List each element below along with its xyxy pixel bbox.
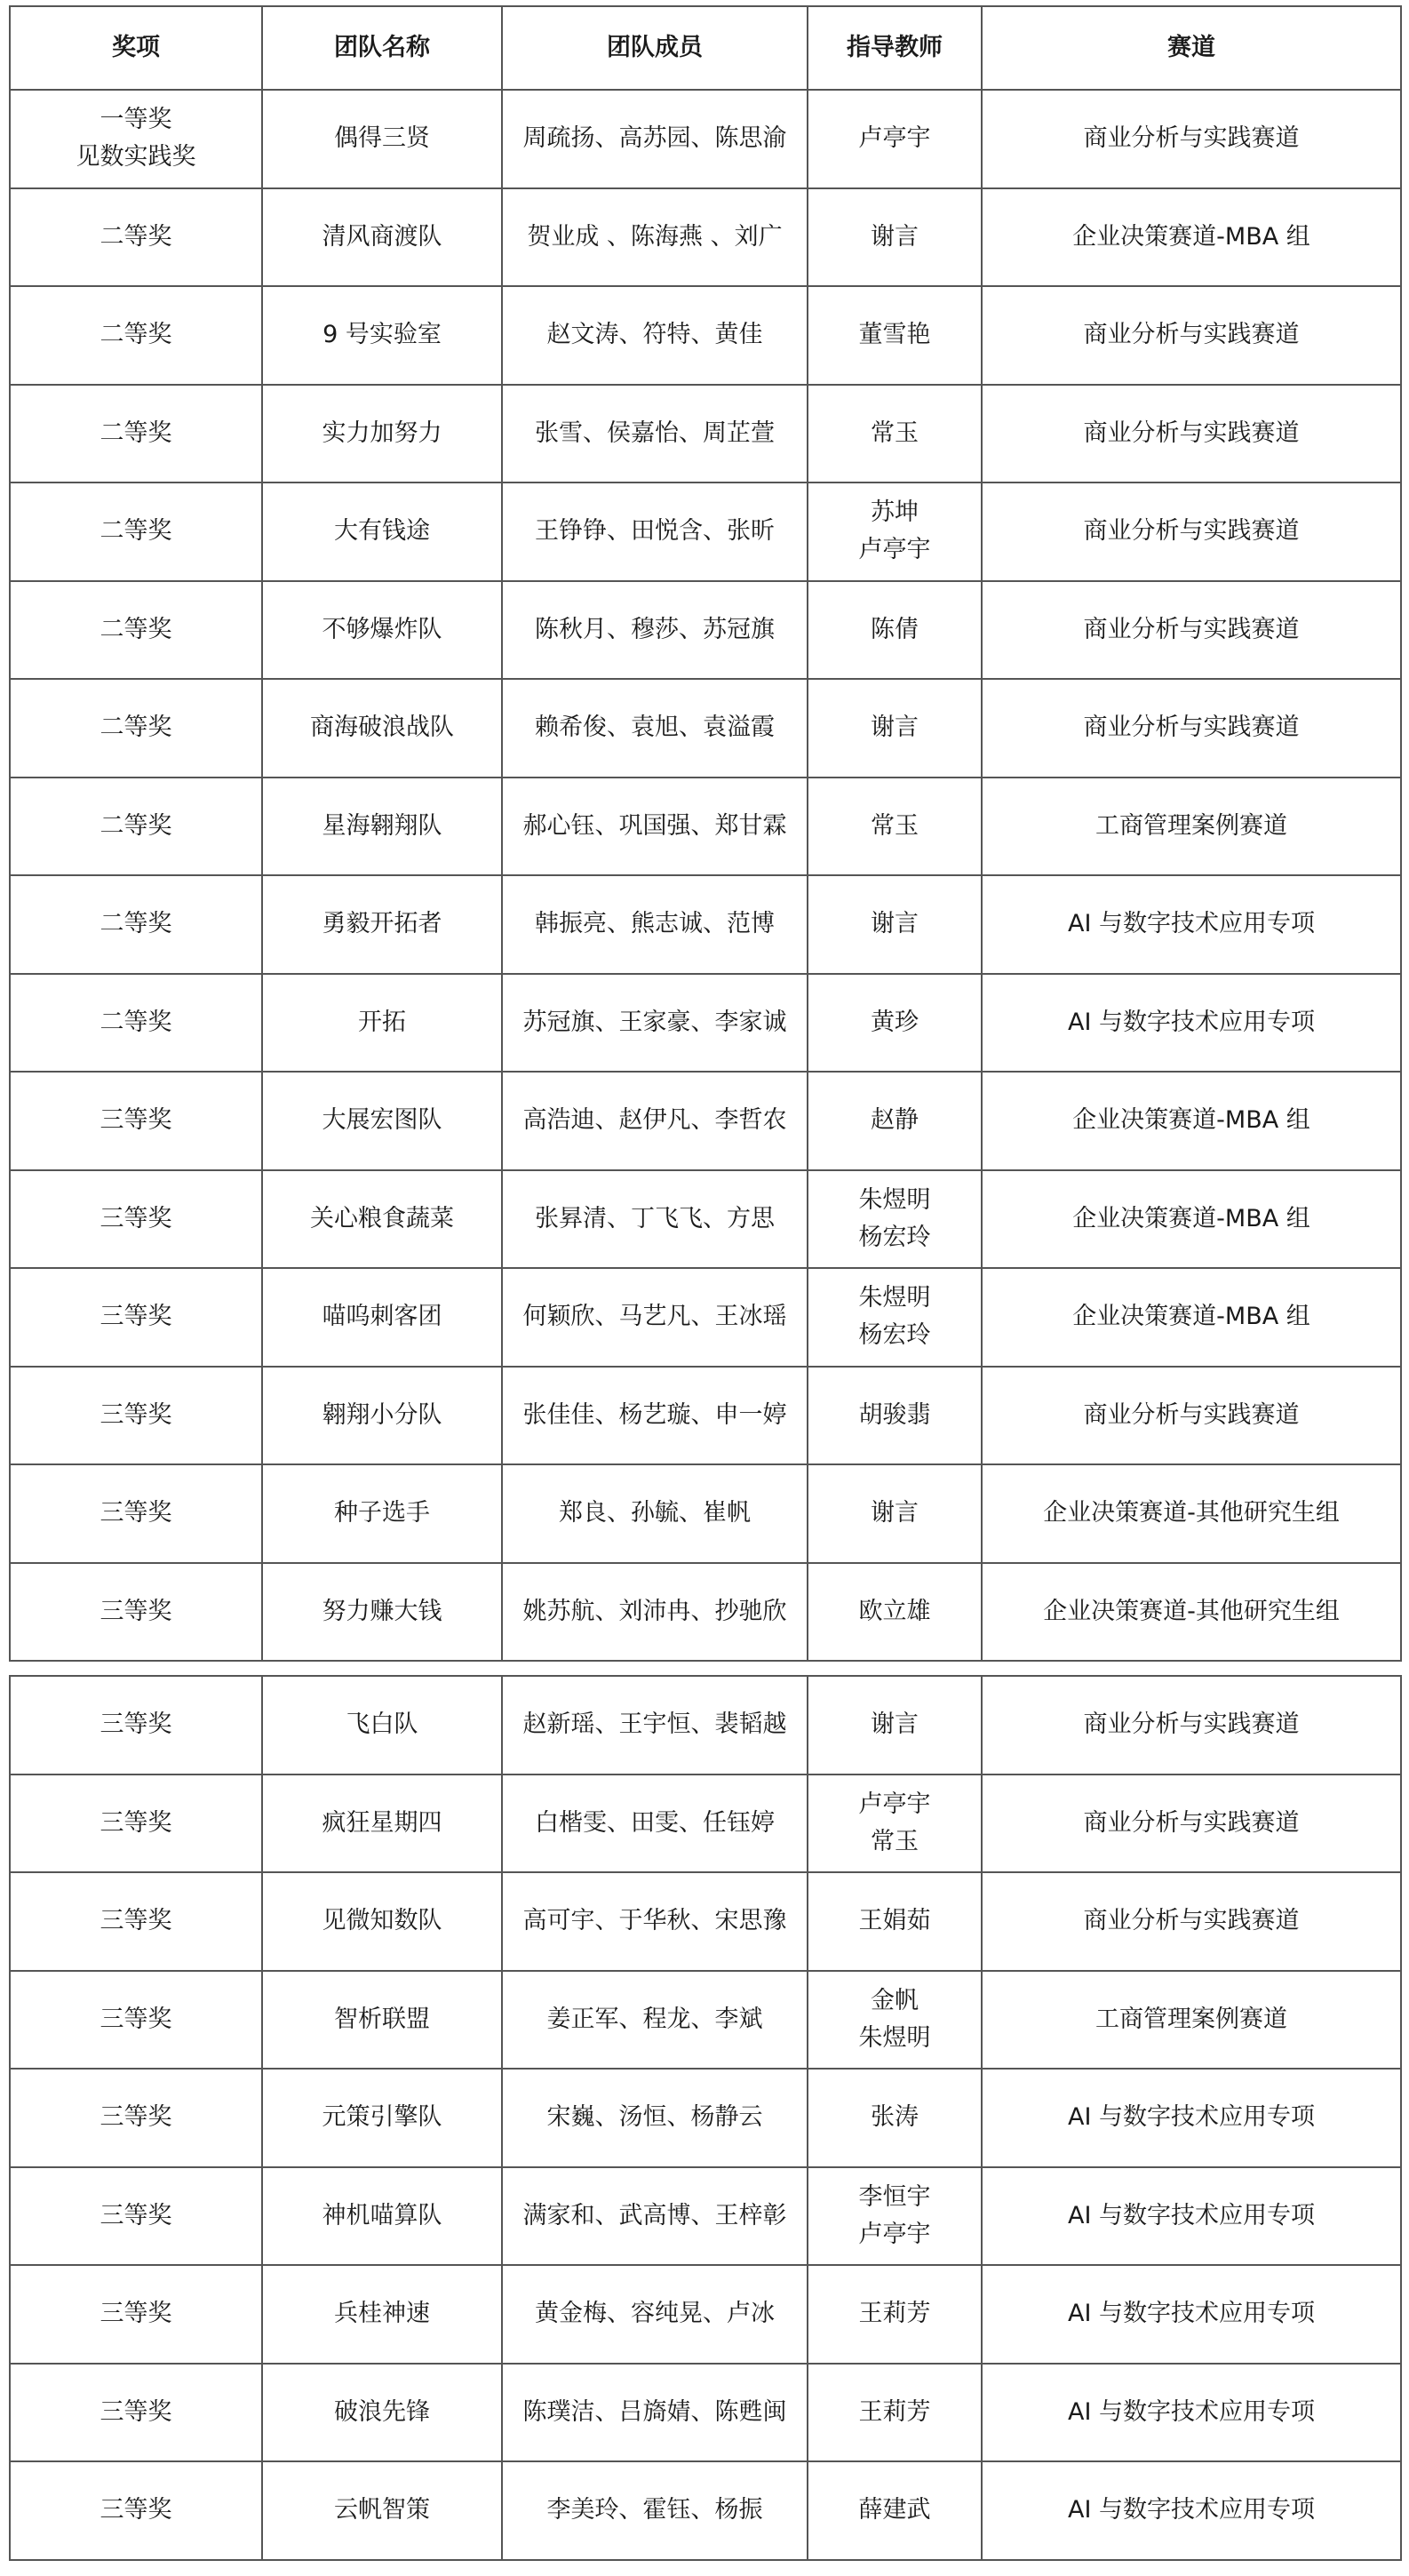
table-row (10, 1563, 1401, 1662)
track-cell: 商业分析与实践赛道 (982, 1676, 1401, 1774)
award-cell (10, 90, 262, 188)
table-row (10, 483, 1401, 581)
team-members-cell: 黄金梅、容纯晃、卢冰 (502, 2265, 808, 2364)
table-row (10, 1170, 1401, 1269)
advisor-line: 常玉 (871, 419, 919, 447)
header-team-members: 团队成员 (502, 6, 808, 90)
advisor-cell (808, 679, 982, 778)
advisor-cell (808, 2069, 982, 2167)
table-row (10, 875, 1401, 974)
table-row (10, 1072, 1401, 1170)
advisor-cell (808, 188, 982, 287)
table-row (10, 188, 1401, 287)
advisor-line: 陈倩 (871, 615, 919, 643)
advisor-line: 谢言 (871, 222, 919, 251)
award-cell (10, 1676, 262, 1774)
award-cell (10, 2364, 262, 2462)
team-members-cell: 赵文涛、符特、黄佳 (502, 286, 808, 385)
award-cell (10, 1563, 262, 1662)
advisor-line: 谢言 (871, 714, 919, 742)
team-name-cell: 元策引擎队 (262, 2069, 502, 2167)
table-row (10, 581, 1401, 680)
team-members-cell: 宋巍、汤恒、杨静云 (502, 2069, 808, 2167)
team-name-cell: 见微知数队 (262, 1872, 502, 1971)
table-row (10, 90, 1401, 188)
team-name-cell: 星海翱翔队 (262, 778, 502, 876)
team-members-cell: 张昪清、丁飞飞、方思 (502, 1170, 808, 1269)
award-line: 三等奖 (100, 2496, 172, 2524)
team-name-cell: 兵桂神速 (262, 2265, 502, 2364)
award-line: 二等奖 (100, 517, 172, 546)
team-members-cell: 高浩迪、赵伊凡、李哲农 (502, 1072, 808, 1170)
award-line: 二等奖 (100, 222, 172, 251)
award-line: 三等奖 (100, 1597, 172, 1625)
team-name-cell: 智析联盟 (262, 1971, 502, 2070)
team-members-cell: 姜正军、程龙、李斌 (502, 1971, 808, 2070)
team-members-cell: 周疏扬、高苏园、陈思渝 (502, 90, 808, 188)
track-cell: AI 与数字技术应用专项 (982, 974, 1401, 1073)
table-row (10, 974, 1401, 1073)
advisor-cell (808, 90, 982, 188)
advisor-line: 朱煜明 (858, 1284, 931, 1312)
track-cell: 商业分析与实践赛道 (982, 90, 1401, 188)
advisor-cell (808, 1367, 982, 1465)
team-name-cell: 大展宏图队 (262, 1072, 502, 1170)
award-line: 三等奖 (100, 2201, 172, 2229)
track-cell: 企业决策赛道-MBA 组 (982, 1268, 1401, 1367)
award-line: 三等奖 (100, 1400, 172, 1429)
team-members-cell: 王铮铮、田悦含、张昕 (502, 483, 808, 581)
track-cell: AI 与数字技术应用专项 (982, 2167, 1401, 2266)
track-cell: 商业分析与实践赛道 (982, 1774, 1401, 1873)
track-cell: AI 与数字技术应用专项 (982, 2069, 1401, 2167)
award-cell (10, 2069, 262, 2167)
team-members-cell: 苏冠旗、王家豪、李家诚 (502, 974, 808, 1073)
team-members-cell: 何颖欣、马艺凡、王冰瑶 (502, 1268, 808, 1367)
advisor-line: 欧立雄 (858, 1597, 931, 1625)
award-cell (10, 875, 262, 974)
award-line: 见数实践奖 (76, 143, 196, 171)
table-row (10, 2265, 1401, 2364)
advisor-line: 王莉芳 (858, 2397, 931, 2426)
advisor-cell (808, 974, 982, 1073)
team-name-cell: 神机喵算队 (262, 2167, 502, 2266)
advisor-cell (808, 778, 982, 876)
award-cell (10, 2265, 262, 2364)
advisor-line: 张涛 (871, 2103, 919, 2132)
team-name-cell: 努力赚大钱 (262, 1563, 502, 1662)
award-line: 二等奖 (100, 1008, 172, 1036)
team-name-cell: 喵呜刺客团 (262, 1268, 502, 1367)
table-row (10, 679, 1401, 778)
advisor-line: 卢亭宇 (858, 536, 931, 564)
award-line: 三等奖 (100, 1106, 172, 1135)
advisor-cell (808, 2461, 982, 2560)
table-row (10, 385, 1401, 483)
advisor-line: 卢亭宇 (858, 2220, 931, 2248)
advisor-cell (808, 2167, 982, 2266)
team-name-cell: 9 号实验室 (262, 286, 502, 385)
team-name-cell: 大有钱途 (262, 483, 502, 581)
team-name-cell: 商海破浪战队 (262, 679, 502, 778)
award-line: 二等奖 (100, 910, 172, 938)
advisor-cell (808, 1971, 982, 2070)
award-line: 三等奖 (100, 1907, 172, 1935)
award-line: 三等奖 (100, 1303, 172, 1331)
award-table-part-2 (9, 1675, 1402, 2561)
team-members-cell: 满家和、武高博、王梓彰 (502, 2167, 808, 2266)
advisor-line: 常玉 (871, 1827, 919, 1855)
award-cell (10, 2461, 262, 2560)
award-line: 三等奖 (100, 2397, 172, 2426)
table-row (10, 2461, 1401, 2560)
team-name-cell: 关心粮食蔬菜 (262, 1170, 502, 1269)
award-line: 二等奖 (100, 714, 172, 742)
team-members-cell: 韩振亮、熊志诚、范博 (502, 875, 808, 974)
team-name-cell: 偶得三贤 (262, 90, 502, 188)
header-track: 赛道 (982, 6, 1401, 90)
award-table-body-1 (10, 90, 1401, 1661)
award-cell (10, 1872, 262, 1971)
award-cell (10, 1367, 262, 1465)
table-row (10, 1268, 1401, 1367)
track-cell: 企业决策赛道-其他研究生组 (982, 1464, 1401, 1563)
advisor-cell (808, 1676, 982, 1774)
award-table-part-1 (9, 5, 1402, 1662)
table-row (10, 2364, 1401, 2462)
award-line: 三等奖 (100, 1204, 172, 1232)
advisor-line: 杨宏玲 (858, 1321, 931, 1350)
award-line: 三等奖 (100, 2005, 172, 2033)
advisor-line: 王莉芳 (858, 2300, 931, 2328)
advisor-cell (808, 1464, 982, 1563)
table-row (10, 1774, 1401, 1873)
header-advisor: 指导教师 (808, 6, 982, 90)
advisor-cell (808, 1774, 982, 1873)
advisor-cell (808, 286, 982, 385)
advisor-cell (808, 1072, 982, 1170)
advisor-cell (808, 1170, 982, 1269)
advisor-line: 谢言 (871, 1499, 919, 1527)
award-cell (10, 679, 262, 778)
team-members-cell: 贺业成 、陈海燕 、刘广 (502, 188, 808, 287)
award-line: 三等奖 (100, 1711, 172, 1739)
table-row (10, 2167, 1401, 2266)
team-name-cell: 种子选手 (262, 1464, 502, 1563)
track-cell: AI 与数字技术应用专项 (982, 2461, 1401, 2560)
advisor-line: 李恒宇 (858, 2182, 931, 2211)
advisor-line: 卢亭宇 (858, 124, 931, 153)
header-team-name: 团队名称 (262, 6, 502, 90)
table-row (10, 1367, 1401, 1465)
advisor-line: 薛建武 (858, 2496, 931, 2524)
award-line: 二等奖 (100, 419, 172, 447)
advisor-cell (808, 2364, 982, 2462)
advisor-line: 王娟茹 (858, 1907, 931, 1935)
advisor-line: 谢言 (871, 910, 919, 938)
team-name-cell: 云帆智策 (262, 2461, 502, 2560)
award-cell (10, 1268, 262, 1367)
award-line: 二等奖 (100, 321, 172, 349)
team-members-cell: 李美玲、霍钰、杨振 (502, 2461, 808, 2560)
advisor-cell (808, 1563, 982, 1662)
advisor-line: 苏坤 (871, 498, 919, 527)
team-members-cell: 郑良、孙毓、崔帆 (502, 1464, 808, 1563)
team-name-cell: 翱翔小分队 (262, 1367, 502, 1465)
track-cell: 商业分析与实践赛道 (982, 483, 1401, 581)
team-members-cell: 赵新瑶、王宇恒、裴韬越 (502, 1676, 808, 1774)
team-members-cell: 张雪、侯嘉怡、周芷萱 (502, 385, 808, 483)
team-members-cell: 张佳佳、杨艺璇、申一婷 (502, 1367, 808, 1465)
award-line: 一等奖 (100, 106, 172, 134)
award-cell (10, 1774, 262, 1873)
award-cell (10, 385, 262, 483)
track-cell: 企业决策赛道-MBA 组 (982, 1072, 1401, 1170)
team-members-cell: 陈秋月、穆莎、苏冠旗 (502, 581, 808, 680)
award-cell (10, 974, 262, 1073)
award-cell (10, 1072, 262, 1170)
track-cell: 商业分析与实践赛道 (982, 581, 1401, 680)
advisor-line: 卢亭宇 (858, 1790, 931, 1818)
team-members-cell: 赖希俊、袁旭、袁溢霞 (502, 679, 808, 778)
advisor-line: 黄珍 (871, 1008, 919, 1036)
award-table-body-2 (10, 1676, 1401, 2560)
advisor-cell (808, 2265, 982, 2364)
award-cell (10, 1971, 262, 2070)
advisor-line: 杨宏玲 (858, 1223, 931, 1251)
team-name-cell: 勇毅开拓者 (262, 875, 502, 974)
advisor-line: 朱煜明 (858, 2023, 931, 2052)
team-members-cell: 高可宇、于华秋、宋思豫 (502, 1872, 808, 1971)
table-row (10, 2069, 1401, 2167)
advisor-cell (808, 875, 982, 974)
team-members-cell: 郝心钰、巩国强、郑甘霖 (502, 778, 808, 876)
award-cell (10, 778, 262, 876)
advisor-line: 朱煜明 (858, 1185, 931, 1214)
track-cell: 工商管理案例赛道 (982, 1971, 1401, 2070)
award-line: 三等奖 (100, 1499, 172, 1527)
advisor-cell (808, 1872, 982, 1971)
team-members-cell: 陈璞洁、吕旖婧、陈甦闽 (502, 2364, 808, 2462)
track-cell: 工商管理案例赛道 (982, 778, 1401, 876)
team-name-cell: 飞白队 (262, 1676, 502, 1774)
advisor-cell (808, 1268, 982, 1367)
track-cell: 商业分析与实践赛道 (982, 1872, 1401, 1971)
track-cell: AI 与数字技术应用专项 (982, 2265, 1401, 2364)
award-cell (10, 2167, 262, 2266)
award-cell (10, 188, 262, 287)
team-members-cell: 姚苏航、刘沛冉、抄驰欣 (502, 1563, 808, 1662)
award-line: 三等奖 (100, 2103, 172, 2132)
award-line: 三等奖 (100, 1808, 172, 1837)
track-cell: 企业决策赛道-MBA 组 (982, 1170, 1401, 1269)
table-row (10, 778, 1401, 876)
award-cell (10, 483, 262, 581)
award-line: 三等奖 (100, 2300, 172, 2328)
table-row (10, 1676, 1401, 1774)
advisor-line: 胡骏翡 (858, 1400, 931, 1429)
team-name-cell: 破浪先锋 (262, 2364, 502, 2462)
team-name-cell: 不够爆炸队 (262, 581, 502, 680)
table-row (10, 1464, 1401, 1563)
team-name-cell: 开拓 (262, 974, 502, 1073)
advisor-line: 金帆 (871, 1986, 919, 2014)
award-line: 二等奖 (100, 811, 172, 840)
advisor-cell (808, 483, 982, 581)
award-cell (10, 1170, 262, 1269)
advisor-cell (808, 385, 982, 483)
track-cell: 商业分析与实践赛道 (982, 1367, 1401, 1465)
award-cell (10, 1464, 262, 1563)
table-row (10, 286, 1401, 385)
track-cell: 商业分析与实践赛道 (982, 286, 1401, 385)
track-cell: 商业分析与实践赛道 (982, 385, 1401, 483)
team-name-cell: 清风商渡队 (262, 188, 502, 287)
team-name-cell: 疯狂星期四 (262, 1774, 502, 1873)
header-award: 奖项 (10, 6, 262, 90)
table-row (10, 1971, 1401, 2070)
track-cell: AI 与数字技术应用专项 (982, 875, 1401, 974)
track-cell: 企业决策赛道-其他研究生组 (982, 1563, 1401, 1662)
team-name-cell: 实力加努力 (262, 385, 502, 483)
table-row (10, 1872, 1401, 1971)
track-cell: AI 与数字技术应用专项 (982, 2364, 1401, 2462)
award-line: 二等奖 (100, 615, 172, 643)
award-cell (10, 286, 262, 385)
advisor-line: 谢言 (871, 1711, 919, 1739)
advisor-line: 赵静 (871, 1106, 919, 1135)
header-row (10, 6, 1401, 90)
advisor-line: 常玉 (871, 811, 919, 840)
track-cell: 企业决策赛道-MBA 组 (982, 188, 1401, 287)
track-cell: 商业分析与实践赛道 (982, 679, 1401, 778)
team-members-cell: 白楷雯、田雯、任钰婷 (502, 1774, 808, 1873)
advisor-cell (808, 581, 982, 680)
award-cell (10, 581, 262, 680)
advisor-line: 董雪艳 (858, 321, 931, 349)
